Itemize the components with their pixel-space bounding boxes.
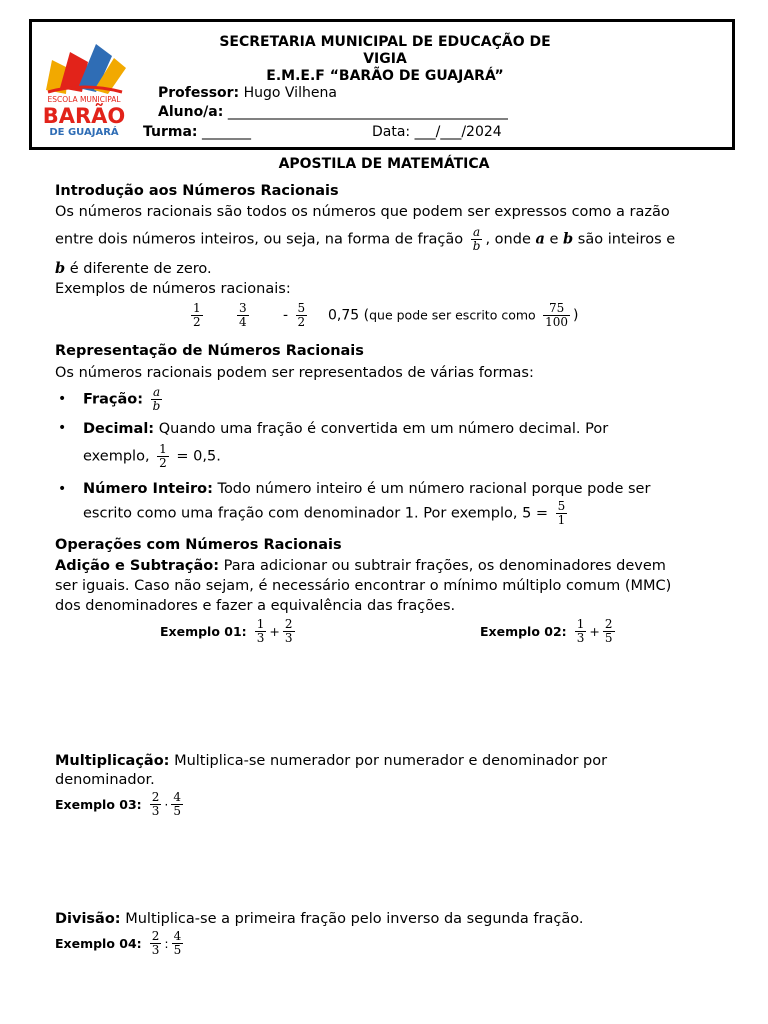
professor-row bbox=[158, 84, 337, 102]
professor-value: Hugo Vilhena bbox=[243, 85, 337, 101]
inteiro-item-line-2: escrito como uma fração com denominador 1. Por exemplo, 5 = $\frac{5}{1}$ bbox=[83, 499, 566, 527]
page-title: APOSTILA DE MATEMÁTICA bbox=[278, 156, 490, 172]
examples-label: Exemplos de números racionais: bbox=[55, 281, 291, 297]
example-01: Exemplo 01: $\frac{1}{3}$ + $\frac{2}{3}$ bbox=[160, 617, 293, 645]
data-row bbox=[372, 123, 502, 141]
svg-text:BARÃO: BARÃO bbox=[42, 104, 126, 128]
aluno-blank[interactable]: ________________________________________ bbox=[227, 104, 508, 120]
inteiro-item-line-1: Número Inteiro: Todo número inteiro é um número racional porque pode ser bbox=[83, 481, 651, 497]
intro-heading: Introdução aos Números Racionais bbox=[55, 183, 339, 199]
representation-intro: Os números racionais podem ser representados de várias formas: bbox=[55, 365, 534, 381]
header-line-3: E.M.E.F “BARÃO DE GUAJARÁ” bbox=[266, 68, 504, 84]
svg-text:DE GUAJARÁ: DE GUAJARÁ bbox=[49, 127, 119, 138]
decimal-item-line-2: exemplo, $\frac{1}{2}$ = 0,5. bbox=[83, 442, 221, 470]
intro-line-3: b é diferente de zero. bbox=[55, 260, 212, 277]
aluno-row bbox=[158, 103, 508, 121]
turma-blank[interactable]: _______ bbox=[201, 124, 251, 140]
professor-label: Professor: bbox=[158, 85, 240, 101]
mult-line-1: Multiplicação: Multiplica-se numerador por numerador e denominador por bbox=[55, 753, 608, 769]
addsub-line-2: ser iguais. Caso não sejam, é necessário encontrar o mínimo múltiplo comum (MMC) bbox=[55, 578, 672, 594]
fraction-a-b: $\frac{a}{b}$ bbox=[472, 225, 481, 253]
intro-line-2: entre dois números inteiros, ou seja, na forma de fração $\frac{a}{b}$ , onde a e b são inteiros e bbox=[55, 225, 676, 253]
fracao-item: Fração: $\frac{a}{b}$ bbox=[83, 385, 161, 413]
example-02: Exemplo 02: $\frac{1}{3}$ + $\frac{2}{5}$ bbox=[480, 617, 613, 645]
example-decimal: 0,75 (que pode ser escrito como $\frac{75}{100}$ ) bbox=[328, 301, 579, 329]
header-line-2: VIGIA bbox=[363, 51, 407, 67]
addsub-line-1: Adição e Subtração: Para adicionar ou subtrair frações, os denominadores devem bbox=[55, 558, 666, 574]
bullet-fracao: • bbox=[58, 391, 67, 407]
turma-row bbox=[143, 123, 251, 141]
example-fraction-neg-5-2: - $\frac{5}{2}$ bbox=[283, 301, 306, 329]
div-line: Divisão: Multiplica-se a primeira fração pelo inverso da segunda fração. bbox=[55, 911, 584, 927]
representation-heading: Representação de Números Racionais bbox=[55, 343, 364, 359]
bullet-decimal: • bbox=[58, 420, 67, 436]
header-line-1: SECRETARIA MUNICIPAL DE EDUCAÇÃO DE bbox=[219, 34, 551, 50]
decimal-item-line-1: Decimal: Quando uma fração é convertida em um número decimal. Por bbox=[83, 421, 609, 437]
school-logo bbox=[38, 38, 130, 138]
data-value[interactable]: ___/___/2024 bbox=[414, 124, 502, 140]
example-fraction-3-4: $\frac{3}{4}$ bbox=[239, 301, 247, 329]
bullet-inteiro: • bbox=[58, 481, 67, 497]
example-04: Exemplo 04: $\frac{2}{3}$ : $\frac{4}{5}$ bbox=[55, 929, 182, 957]
example-03: Exemplo 03: $\frac{2}{3}$ · $\frac{4}{5}$ bbox=[55, 790, 182, 818]
addsub-line-3: dos denominadores e fazer a equivalência das frações. bbox=[55, 598, 456, 614]
intro-line-2a: entre dois números inteiros, ou seja, na forma de fração bbox=[55, 231, 464, 248]
aluno-label: Aluno/a: bbox=[158, 104, 224, 120]
svg-text:ESCOLA MUNICIPAL: ESCOLA MUNICIPAL bbox=[47, 95, 121, 104]
mult-line-2: denominador. bbox=[55, 772, 155, 788]
data-label: Data: bbox=[372, 124, 411, 140]
turma-label: Turma: bbox=[143, 124, 198, 140]
operations-heading: Operações com Números Racionais bbox=[55, 537, 342, 553]
example-fraction-1-2: $\frac{1}{2}$ bbox=[193, 301, 201, 329]
intro-line-1: Os números racionais são todos os números que podem ser expressos como a razão bbox=[55, 204, 670, 220]
